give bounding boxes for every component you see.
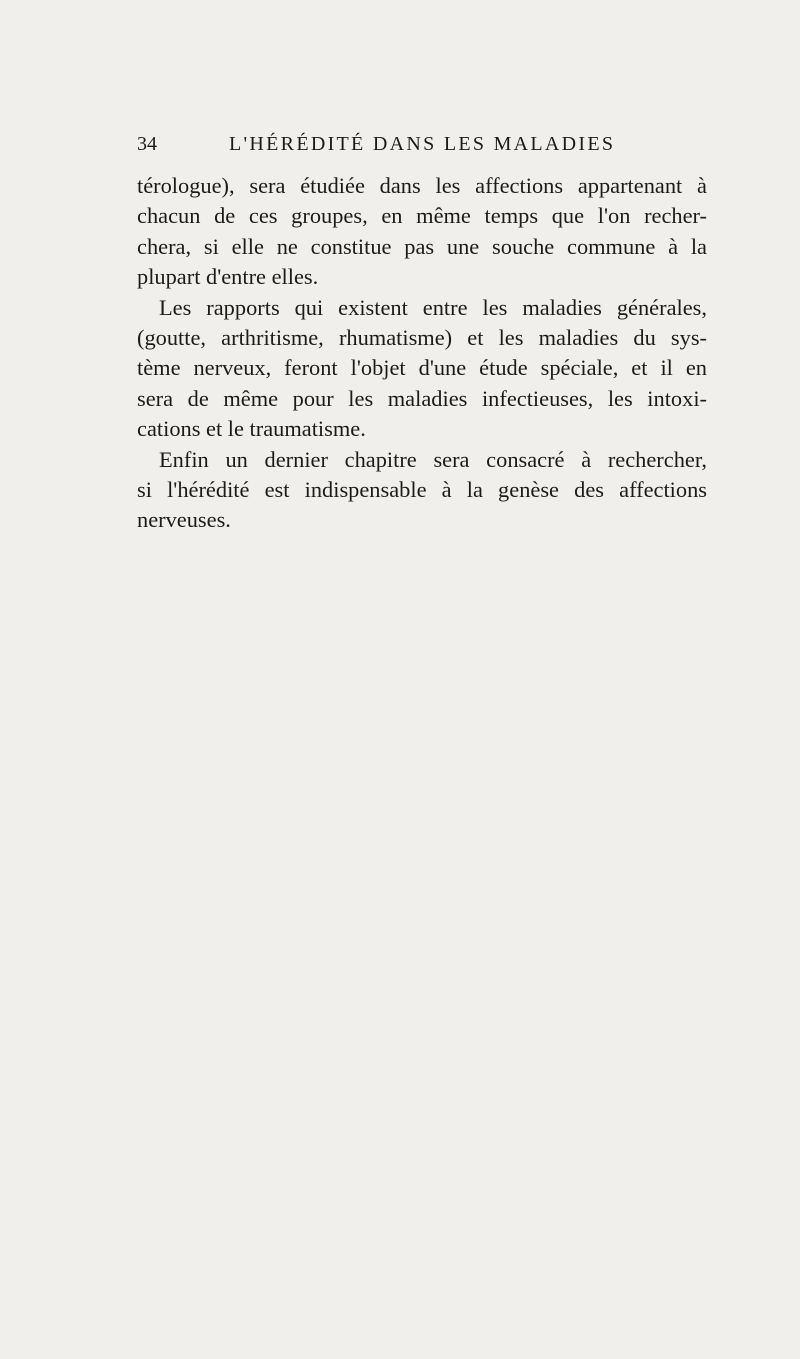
text-line: (goutte, arthritisme, rhumatisme) et les maladies du sys-	[137, 324, 707, 350]
text-line: si l'hérédité est indispensable à la genèse des affections	[137, 476, 707, 502]
body-text	[137, 171, 707, 536]
paragraph	[137, 293, 707, 445]
text-line: cations et le traumatisme.	[137, 416, 366, 442]
text-line: chacun de ces groupes, en même temps que l'on recher-	[137, 203, 707, 229]
running-head	[137, 133, 711, 161]
paragraph	[137, 445, 707, 536]
text-line: Les rapports qui existent entre les maladies générales,	[159, 294, 707, 320]
text-line: térologue), sera étudiée dans les affections appartenant à	[137, 173, 707, 198]
text-line: nerveuses.	[137, 507, 231, 533]
text-line: Enfin un dernier chapitre sera consacré à rechercher,	[159, 446, 707, 472]
text-line: sera de même pour les maladies infectieuses, les intoxi-	[137, 385, 707, 411]
paragraph	[137, 171, 707, 293]
text-line: chera, si elle ne constitue pas une souche commune à la	[137, 233, 707, 259]
text-line: tème nerveux, feront l'objet d'une étude spéciale, et il en	[137, 355, 707, 381]
text-line: plupart d'entre elles.	[137, 264, 319, 290]
running-title: L'HÉRÉDITÉ DANS LES MALADIES	[229, 133, 616, 155]
page-number: 34	[137, 133, 157, 155]
